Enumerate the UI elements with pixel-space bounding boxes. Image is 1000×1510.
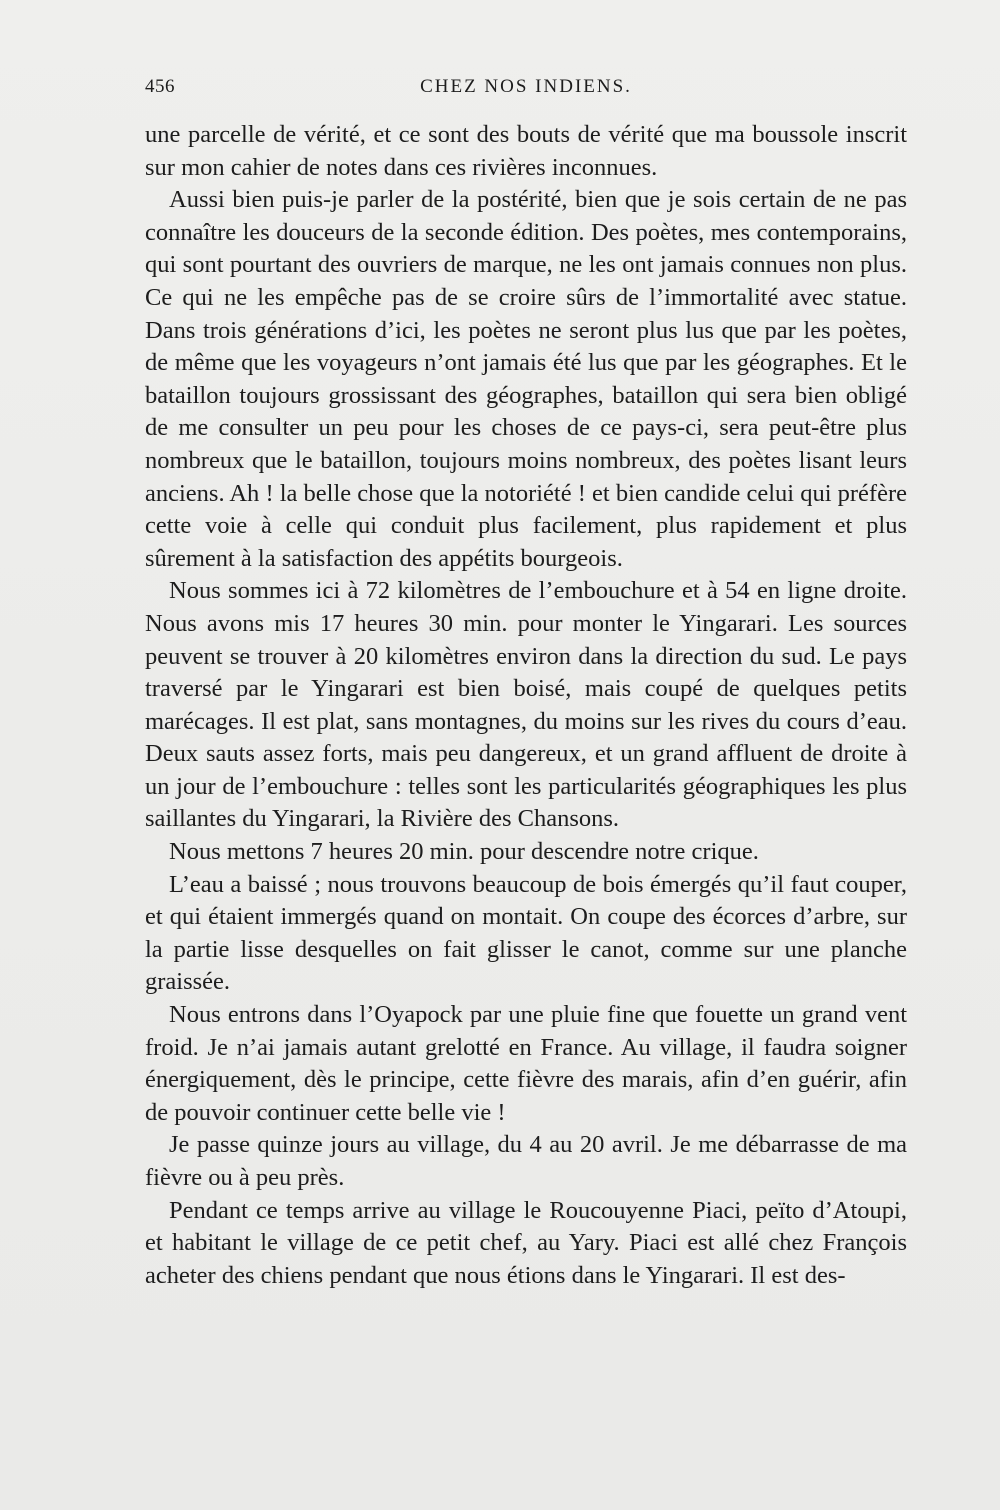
paragraph: L’eau a baissé ; nous trouvons beaucoup de bois émergés qu’il faut couper, et qui étaient immergés quand on montait. On coupe des écorces d’arbre, sur la partie lisse desquelles on fait glisser le canot, comme sur une planche graissée. xyxy=(145,870,907,996)
paragraph: Aussi bien puis-je parler de la postérité, bien que je sois certain de ne pas connaître les douceurs de la seconde édition. Des poètes, mes contemporains, qui sont pourtant des ouvriers de marque, ne les ont jamais connues non plus. Ce qui ne les empêche pas de se croire sûrs de l’immortalité avec statue. Dans trois générations d’ici, les poètes ne seront plus lus que par les poètes, de même que les voyageurs n’ont jamais été lus que par les géographes. Et le bataillon toujours grossissant des géographes, bataillon qui sera bien obligé de me consulter un peu pour les choses de ce pays-ci, sera peut-être plus nombreux que le bataillon, toujours moins nombreux, des poètes lisant leurs anciens. Ah ! la belle chose que la notoriété ! et bien candide celui qui préfère cette voie à celle qui conduit plus facilement, plus rapidement et plus sûrement à la satisfaction des appétits bourgeois. xyxy=(145,186,907,572)
page-header xyxy=(145,76,907,104)
page-number: 456 xyxy=(145,76,175,97)
paragraph: une parcelle de vérité, et ce sont des bouts de vérité que ma boussole inscrit sur mon cahier de notes dans ces rivières inconnues. xyxy=(145,121,907,181)
paragraph: Nous mettons 7 heures 20 min. pour descendre notre crique. xyxy=(169,838,759,866)
paragraph: Nous sommes ici à 72 kilomètres de l’embouchure et à 54 en ligne droite. Nous avons mis 17 heures 30 min. pour monter le Yingarari. Les sources peuvent se trouver à 20 kilomètres environ dans la direction du sud. Le pays traversé par le Yingarari est bien boisé, mais coupé de quelques petits marécages. Il est plat, sans montagnes, du moins sur les rives du cours d’eau. Deux sauts assez forts, mais peu dangereux, et un grand affluent de droite à un jour de l’embouchure : telles sont les particularités géographiques les plus saillantes du Yingarari, la Rivière des Chansons. xyxy=(145,577,907,833)
body-text xyxy=(145,119,907,1292)
running-title: CHEZ NOS INDIENS. xyxy=(420,76,632,97)
paragraph: Nous entrons dans l’Oyapock par une pluie fine que fouette un grand vent froid. Je n’ai jamais autant grelotté en France. Au village, il faudra soigner énergiquement, dès le principe, cette fièvre des marais, afin d’en guérir, afin de pouvoir continuer cette belle vie ! xyxy=(145,1001,907,1126)
paragraph: Pendant ce temps arrive au village le Roucouyenne Piaci, peïto d’Atoupi, et habitant le village de ce petit chef, au Yary. Piaci est allé chez François acheter des chiens pendant que nous étions dans le Yingarari. Il est des- xyxy=(145,1196,907,1289)
paragraph: Je passe quinze jours au village, du 4 au 20 avril. Je me débarrasse de ma fièvre ou à peu près. xyxy=(145,1131,907,1191)
